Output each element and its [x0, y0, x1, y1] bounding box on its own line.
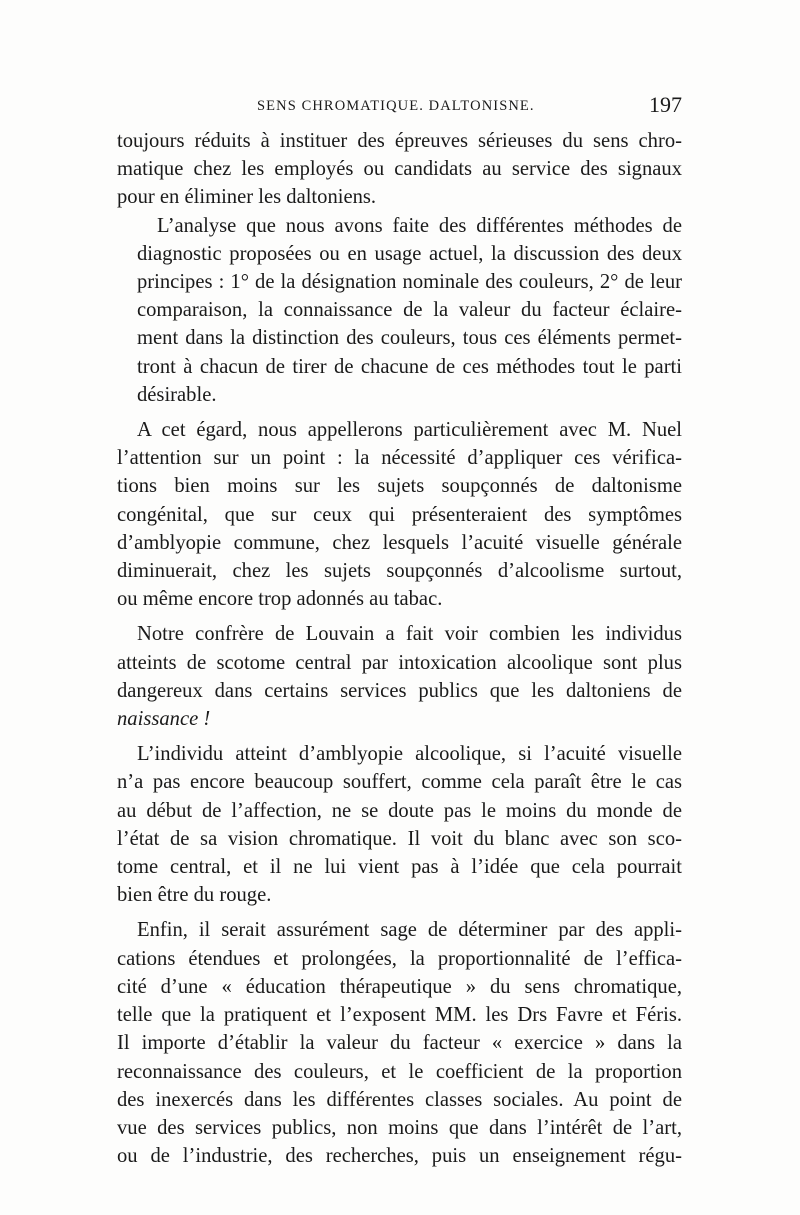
paragraph-continuation: [117, 127, 682, 212]
text-line: Enfin, il serait assurément sage de déterminer par des appli-: [137, 919, 682, 942]
body-text: [117, 127, 682, 1170]
running-head: [117, 92, 682, 122]
paragraph: [117, 212, 682, 409]
text-line: cité d’une « éducation thérapeutique » du sens chromatique,: [117, 975, 682, 998]
text-line: tome central, et il ne lui vient pas à l’idée que cela pourrait: [117, 856, 682, 879]
paragraph-gap: [117, 613, 682, 620]
text-line: L’individu atteint d’amblyopie alcoolique, si l’acuité visuelle: [137, 743, 682, 766]
text-line: principes : 1° de la désignation nominale des couleurs, 2° de leur: [137, 271, 682, 294]
text-line: reconnaissance des couleurs, et le coefficient de la proportion: [117, 1060, 682, 1083]
paragraph-gap: [117, 409, 682, 416]
paragraph: [117, 916, 682, 1170]
paragraph: [117, 740, 682, 909]
paragraph: [117, 416, 682, 613]
text-line: toujours réduits à instituer des épreuves sérieuses du sens chro-: [117, 130, 682, 152]
text-line: Notre confrère de Louvain a fait voir combien les individus: [137, 623, 682, 646]
text-line: l’état de sa vision chromatique. Il voit du blanc avec son sco-: [117, 827, 682, 850]
text-line: A cet égard, nous appellerons particulièrement avec M. Nuel: [137, 419, 682, 442]
text-line: comparaison, la connaissance de la valeur du facteur éclaire-: [137, 299, 682, 322]
paragraph-gap: [117, 909, 682, 916]
text-line: ou de l’industrie, des recherches, puis un enseignement régu-: [117, 1145, 682, 1168]
text-line: cations étendues et prolongées, la proportionnalité de l’effica-: [117, 947, 682, 970]
text-line: dangereux dans certains services publics que les daltoniens de: [117, 679, 682, 702]
running-head-title: SENS CHROMATIQUE. DALTONISNE.: [257, 98, 535, 114]
text-line: congénital, que sur ceux qui présenteraient des symptômes: [117, 503, 682, 526]
paragraph-gap: [117, 733, 682, 740]
text-line: désirable.: [137, 383, 217, 406]
text-line: vue des services publics, non moins que dans l’intérêt de l’art,: [117, 1116, 682, 1139]
text-line: d’amblyopie commune, chez lesquels l’acuité visuelle générale: [117, 531, 682, 554]
text-line: matique chez les employés ou candidats au service des signaux: [117, 158, 682, 181]
text-line: diminuerait, chez les sujets soupçonnés d’alcoolisme surtout,: [117, 560, 682, 583]
text-line: Il importe d’établir la valeur du facteur « exercice » dans la: [117, 1032, 682, 1055]
text-line: au début de l’affection, ne se doute pas le moins du monde de: [117, 799, 682, 822]
text-line: L’analyse que nous avons faite des différentes méthodes de: [157, 214, 682, 237]
text-line: l’attention sur un point : la nécessité d’appliquer ces vérifica-: [117, 447, 682, 470]
text-line: naissance !: [117, 708, 211, 731]
page-number: 197: [649, 92, 682, 117]
text-line: bien être du rouge.: [117, 884, 272, 907]
text-line: diagnostic proposées ou en usage actuel, la discussion des deux: [137, 242, 682, 265]
paragraph: [117, 620, 682, 733]
text-line: tront à chacun de tirer de chacune de ces méthodes tout le parti: [137, 355, 682, 378]
text-line: des inexercés dans les différentes classes sociales. Au point de: [117, 1088, 682, 1111]
text-line: n’a pas encore beaucoup souffert, comme cela paraît être le cas: [117, 771, 682, 794]
text-line: telle que la pratiquent et l’exposent MM. les Drs Favre et Féris.: [117, 1004, 682, 1027]
text-line: atteints de scotome central par intoxication alcoolique sont plus: [117, 651, 682, 674]
text-line: pour en éliminer les daltoniens.: [117, 186, 377, 209]
text-line: tions bien moins sur les sujets soupçonnés de daltonisme: [117, 475, 682, 498]
text-line: ment dans la distinction des couleurs, tous ces éléments permet-: [137, 327, 682, 350]
text-line: ou même encore trop adonnés au tabac.: [117, 588, 443, 611]
